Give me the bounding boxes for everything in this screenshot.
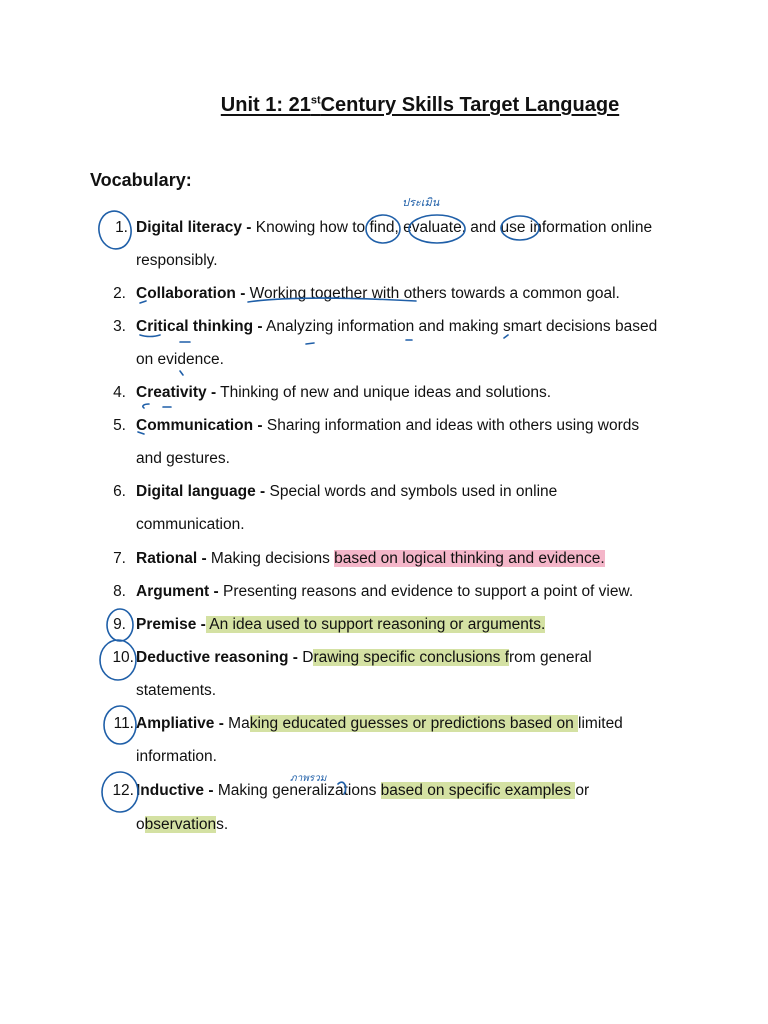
item-definition: Special words and symbols used in online (265, 483, 558, 500)
ink-tick-creativity (143, 404, 149, 408)
item-definition-tail: limited (578, 715, 623, 732)
item-definition: D (297, 649, 314, 666)
ink-note-evaluate: ประเมิน (402, 196, 440, 209)
item-definition: Ma (223, 715, 250, 732)
highlight-green: bservation (144, 816, 217, 833)
item-term: Digital literacy - (136, 219, 252, 236)
item-definition: Making generalizations (213, 782, 381, 799)
title-prefix: Unit 1: 21 (220, 94, 311, 116)
ink-tick-2 (306, 343, 314, 344)
item-number: 6. (113, 483, 126, 500)
item-number: 2. (113, 285, 126, 302)
item-definition: Presenting reasons and evidence to support a point of view. (218, 583, 634, 600)
item-number: 8. (113, 583, 126, 600)
item-term: Premise - (136, 616, 206, 633)
item-definition: Analyzing information and making smart decisions based (262, 318, 658, 335)
item-term: Argument - (136, 583, 219, 600)
section-heading: Vocabulary: (90, 170, 192, 190)
page-title (0, 94, 768, 117)
item-number: 1. (115, 219, 128, 236)
highlight-pink: based on logical thinking and evidence. (334, 550, 605, 567)
title-suffix: Century Skills Target Language (320, 94, 620, 116)
highlight-green: king educated guesses or predictions based on (249, 715, 579, 732)
continuation-plain: o (136, 816, 145, 833)
item-continuation: responsibly. (136, 252, 218, 269)
continuation-tail: s. (216, 816, 229, 833)
item-number: 9. (113, 616, 126, 633)
item-term: Ampliative - (136, 715, 224, 732)
item-term: Critical thinking - (136, 318, 263, 335)
item-number: 3. (113, 318, 126, 335)
item-definition: Thinking of new and unique ideas and solutions. (216, 384, 552, 401)
highlight-green: rawing specific conclusions f (313, 649, 509, 666)
item-term: Rational - (136, 550, 207, 567)
item-continuation: statements. (136, 682, 217, 699)
highlight-green: based on specific examples (380, 782, 576, 799)
item-number: 7. (113, 550, 126, 567)
ink-tick-5 (180, 371, 183, 375)
title-superscript: st (310, 94, 321, 107)
item-number: 12. (112, 782, 134, 799)
item-term: Collaboration - (136, 285, 246, 302)
highlight-green: An idea used to support reasoning or arguments. (205, 616, 546, 633)
item-continuation: communication. (136, 516, 245, 533)
item-term: Inductive - (136, 782, 214, 799)
item-definition: Working together with others towards a common goal. (245, 285, 620, 302)
item-continuation: information. (136, 748, 217, 765)
ink-note-generalizations: ภาพรวม (290, 773, 327, 784)
item-number: 10. (112, 649, 134, 666)
item-term: Creativity - (136, 384, 217, 401)
item-continuation: and gestures. (136, 450, 230, 467)
item-number: 4. (113, 384, 126, 401)
item-term: Digital language - (136, 483, 266, 500)
item-number: 11. (113, 715, 134, 732)
item-definition: Making decisions (206, 550, 335, 567)
item-definition-tail: rom general (509, 649, 592, 666)
item-continuation (136, 815, 228, 835)
item-term: Communication - (136, 417, 263, 434)
item-term: Deductive reasoning - (136, 649, 298, 666)
item-continuation: on evidence. (136, 351, 224, 368)
item-definition: Knowing how to find, evaluate, and use information online (251, 219, 653, 236)
item-number: 5. (113, 417, 126, 434)
item-definition-tail: or (575, 782, 590, 799)
item-definition: Sharing information and ideas with others using words (262, 417, 640, 434)
